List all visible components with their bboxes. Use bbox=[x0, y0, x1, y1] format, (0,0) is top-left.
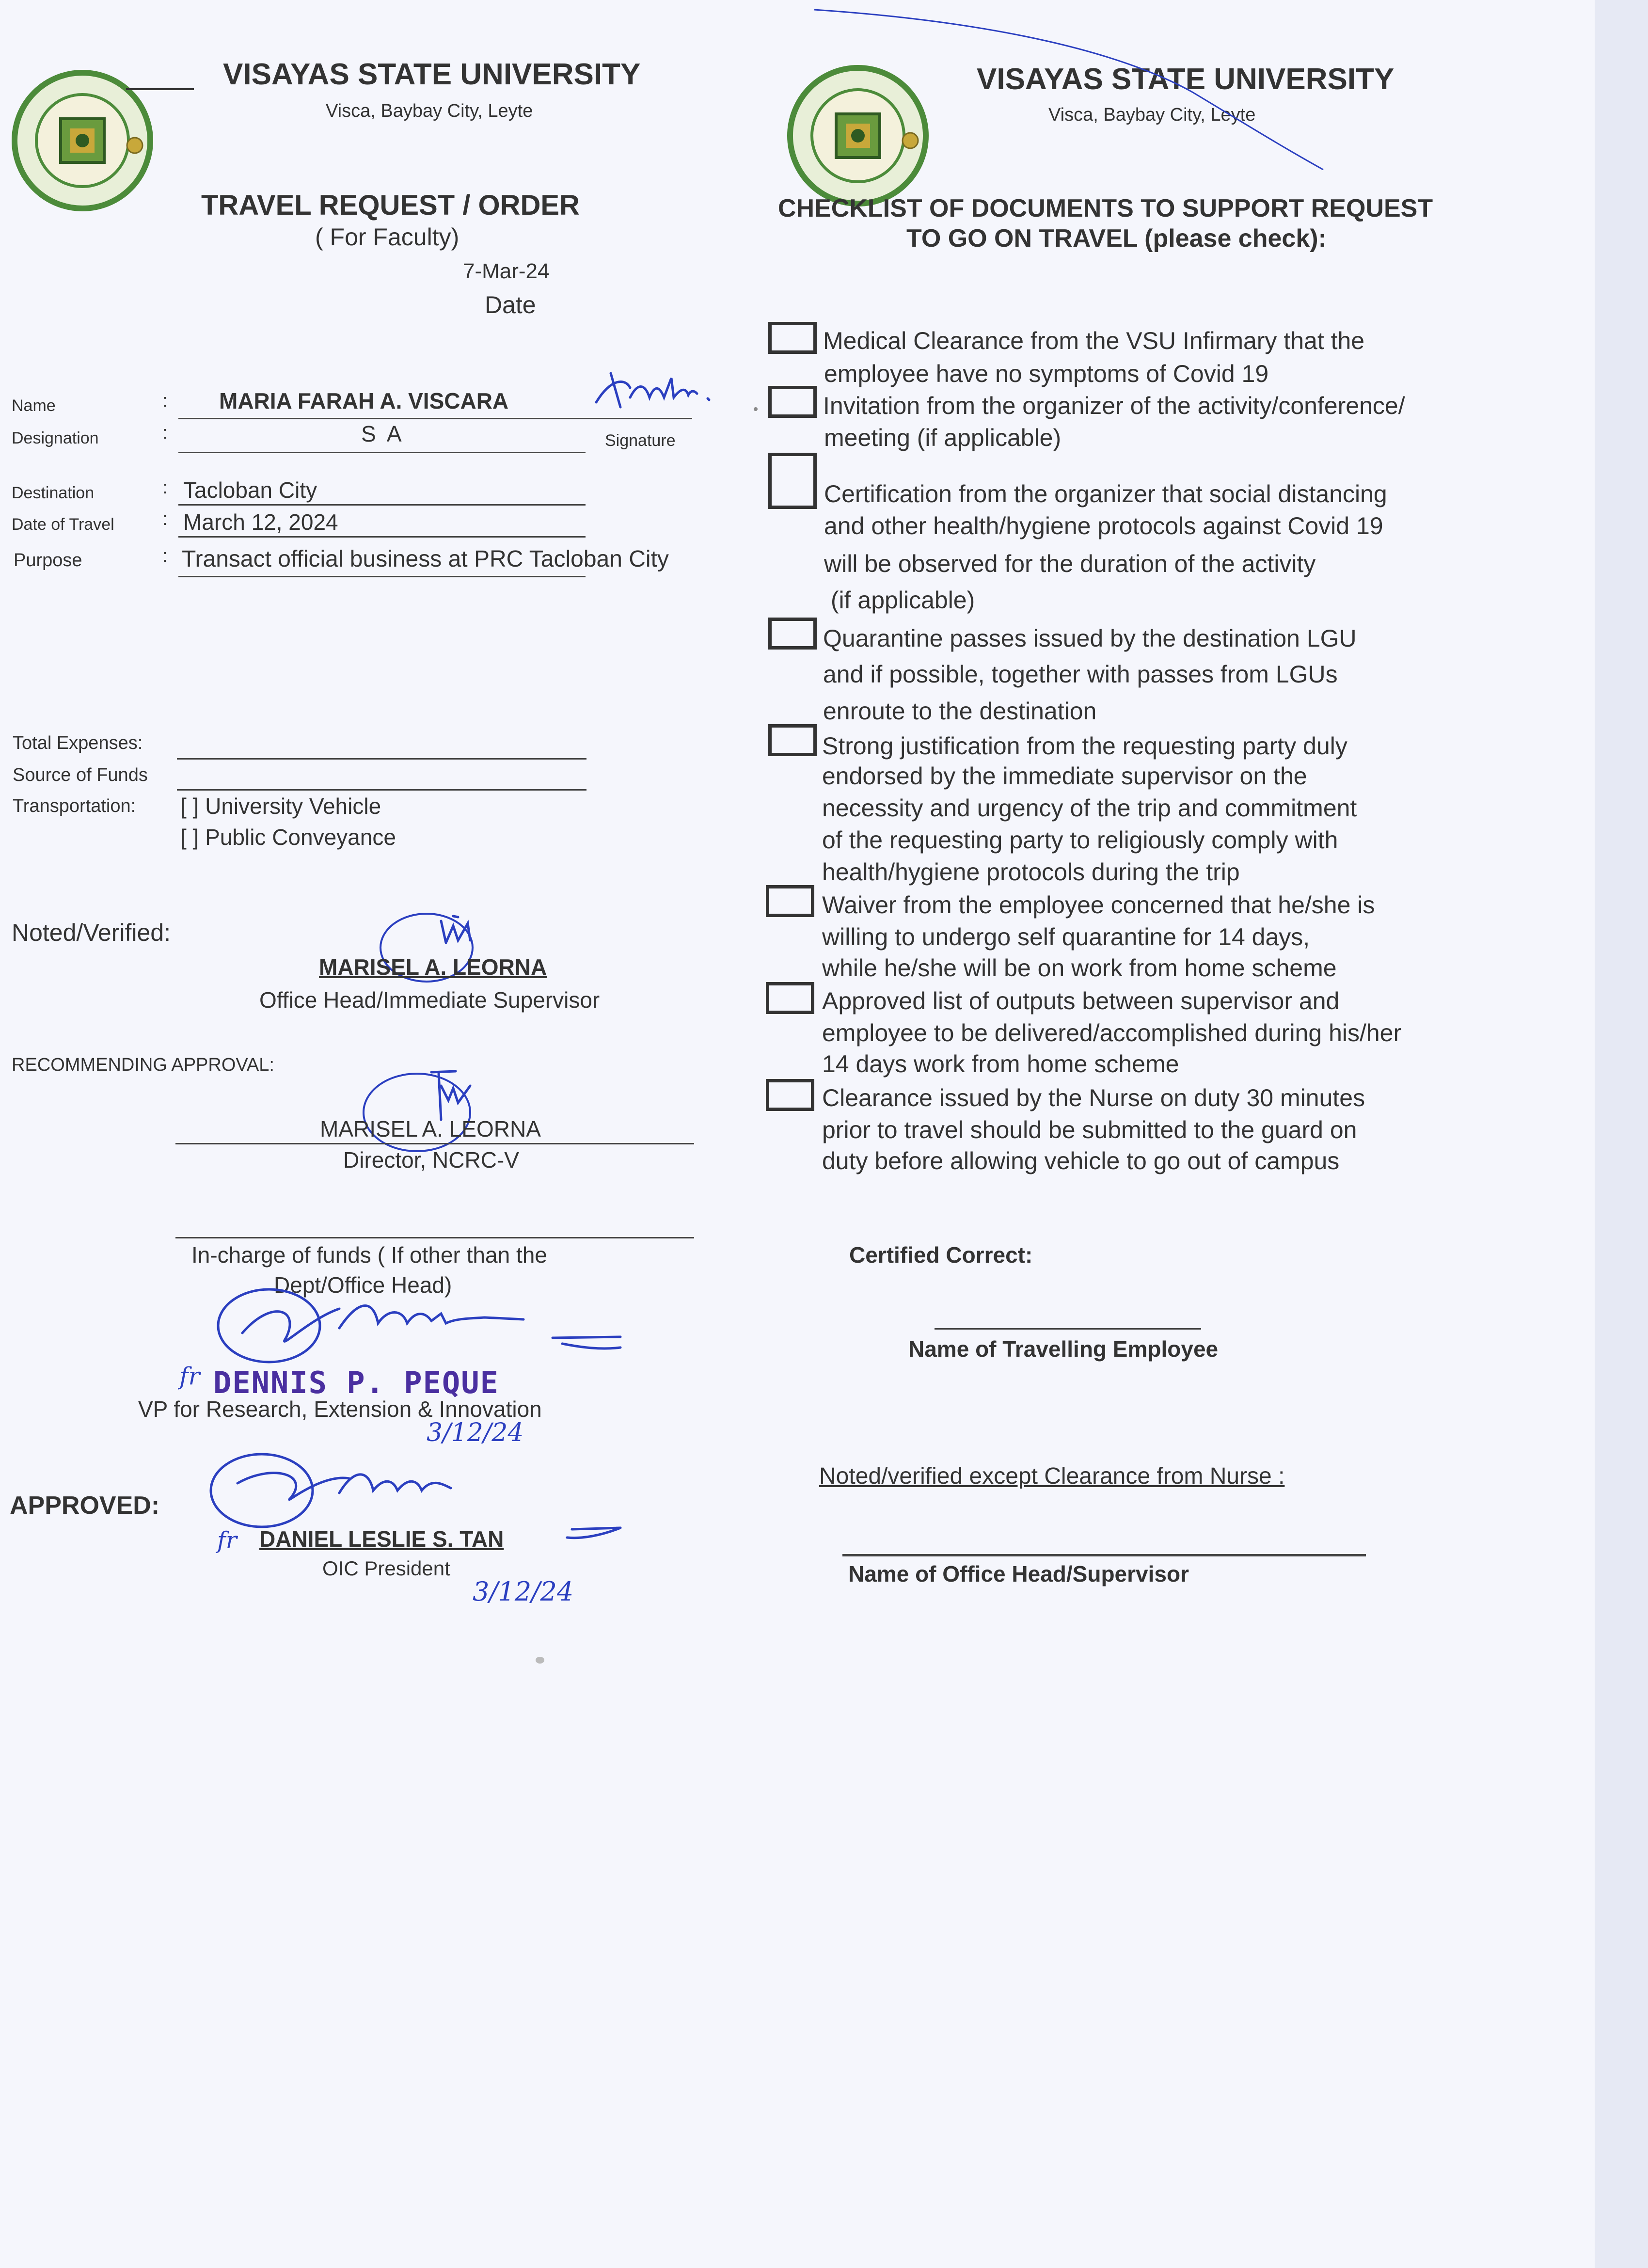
vp-handwritten-date: 3/12/24 bbox=[427, 1418, 524, 1447]
university-name: VISAYAS STATE UNIVERSITY bbox=[223, 58, 641, 91]
form-title: TRAVEL REQUEST / ORDER bbox=[201, 190, 580, 221]
checklist-item-line: Approved list of outputs between supervisor and bbox=[822, 987, 1340, 1015]
incharge-label-line2: Dept/Office Head) bbox=[274, 1272, 452, 1298]
destination-line bbox=[178, 504, 586, 506]
checklist-item-line: while he/she will be on work from home scheme bbox=[822, 954, 1337, 982]
vp-handwritten-prefix: fr bbox=[179, 1362, 200, 1390]
checkbox-quarantine-passes[interactable] bbox=[768, 618, 817, 650]
checklist-item-line: Medical Clearance from the VSU Infirmary that the bbox=[823, 327, 1365, 354]
checklist-item-line: of the requesting party to religiously comply with bbox=[822, 826, 1338, 854]
university-name: VISAYAS STATE UNIVERSITY bbox=[977, 63, 1394, 96]
total-expenses-line bbox=[177, 758, 586, 760]
colon: : bbox=[162, 391, 168, 411]
checklist-item-line: and other health/hygiene protocols against Covid 19 bbox=[824, 512, 1383, 539]
checklist-item-line: will be observed for the duration of the activity bbox=[824, 550, 1316, 577]
office-head-label: Name of Office Head/Supervisor bbox=[848, 1561, 1189, 1586]
recommending-approval-label: RECOMMENDING APPROVAL: bbox=[12, 1055, 274, 1075]
total-expenses-label: Total Expenses: bbox=[13, 733, 143, 753]
form-subtitle: ( For Faculty) bbox=[315, 223, 460, 251]
incharge-line bbox=[175, 1237, 694, 1238]
university-address: Visca, Baybay City, Leyte bbox=[326, 101, 533, 121]
checklist-item-line: and if possible, together with passes from LGUs bbox=[823, 661, 1338, 688]
checklist-item-line: Waiver from the employee concerned that he/she is bbox=[822, 891, 1375, 919]
checklist-item-line: Clearance issued by the Nurse on duty 30 minutes bbox=[822, 1084, 1365, 1111]
checkbox-certification[interactable] bbox=[768, 453, 817, 509]
colon: : bbox=[162, 477, 168, 498]
checklist-item-line: Certification from the organizer that social distancing bbox=[824, 480, 1387, 508]
approved-label: APPROVED: bbox=[10, 1491, 160, 1520]
colon: : bbox=[162, 423, 168, 443]
transportation-label: Transportation: bbox=[13, 796, 136, 816]
checkbox-strong-justification[interactable] bbox=[768, 724, 817, 756]
president-name: DANIEL LESLIE S. TAN bbox=[259, 1526, 504, 1552]
transport-option-public-conveyance: [ ] Public Conveyance bbox=[180, 825, 396, 850]
designation-value: S A bbox=[361, 421, 405, 446]
checkbox-waiver[interactable] bbox=[766, 885, 814, 917]
name-value: MARIA FARAH A. VISCARA bbox=[219, 388, 509, 413]
recommending-signatory-title: Director, NCRC-V bbox=[343, 1147, 519, 1173]
checkbox-invitation[interactable] bbox=[768, 386, 817, 418]
vp-title: VP for Research, Extension & Innovation bbox=[138, 1396, 542, 1422]
designation-label: Designation bbox=[12, 429, 99, 447]
pen-stroke bbox=[126, 88, 194, 90]
designation-line bbox=[178, 452, 586, 453]
pen-stroke-icon bbox=[814, 5, 1328, 174]
checkbox-medical-clearance[interactable] bbox=[768, 322, 817, 354]
purpose-line bbox=[178, 576, 586, 577]
checkbox-approved-outputs[interactable] bbox=[766, 982, 814, 1014]
checklist-title-line1: CHECKLIST OF DOCUMENTS TO SUPPORT REQUEST bbox=[778, 194, 1433, 222]
president-title: OIC President bbox=[322, 1557, 450, 1580]
checklist-item-line: 14 days work from home scheme bbox=[822, 1050, 1179, 1078]
checklist-item-line: meeting (if applicable) bbox=[824, 424, 1062, 451]
travelling-employee-label: Name of Travelling Employee bbox=[908, 1336, 1219, 1362]
checklist-item-line: (if applicable) bbox=[824, 587, 975, 614]
source-of-funds-label: Source of Funds bbox=[13, 765, 148, 785]
destination-value: Tacloban City bbox=[183, 477, 317, 503]
scan-speck bbox=[536, 1657, 544, 1664]
checklist-item-line: prior to travel should be submitted to the guard on bbox=[822, 1116, 1357, 1143]
checklist-item-line: Quarantine passes issued by the destination LGU bbox=[823, 625, 1357, 652]
date-label: Date bbox=[485, 291, 536, 318]
signature-label: Signature bbox=[605, 431, 676, 450]
noted-signatory-name: MARISEL A. LEORNA bbox=[319, 954, 547, 980]
noted-verified-label: Noted/Verified: bbox=[12, 919, 171, 946]
incharge-label-line1: In-charge of funds ( If other than the bbox=[191, 1242, 547, 1268]
checklist-item-line: Invitation from the organizer of the activity/conference/ bbox=[823, 392, 1405, 419]
president-handwritten-prefix: fr bbox=[217, 1527, 237, 1554]
purpose-value: Transact official business at PRC Tacloban City bbox=[182, 546, 669, 572]
university-address: Visca, Baybay City, Leyte bbox=[1048, 105, 1256, 125]
colon: : bbox=[162, 509, 168, 529]
transport-option-university-vehicle: [ ] University Vehicle bbox=[180, 793, 381, 819]
name-label: Name bbox=[12, 397, 56, 415]
certified-correct-label: Certified Correct: bbox=[849, 1242, 1033, 1268]
date-of-travel-value: March 12, 2024 bbox=[183, 509, 338, 535]
checklist-item-line: willing to undergo self quarantine for 14 days, bbox=[822, 923, 1310, 951]
office-head-line bbox=[842, 1554, 1366, 1556]
colon: : bbox=[162, 546, 168, 566]
checklist-item-line: duty before allowing vehicle to go out of campus bbox=[822, 1147, 1340, 1174]
recommending-signature-icon bbox=[359, 1066, 494, 1158]
recommending-line bbox=[175, 1143, 694, 1144]
noted-except-label: Noted/verified except Clearance from Nurse : bbox=[819, 1463, 1285, 1489]
checklist-title-line2: TO GO ON TRAVEL (please check): bbox=[906, 224, 1327, 253]
scan-edge bbox=[1595, 0, 1648, 2268]
scan-speck bbox=[754, 407, 758, 411]
recommending-signatory-name: MARISEL A. LEORNA bbox=[320, 1116, 541, 1142]
source-of-funds-line bbox=[177, 789, 586, 791]
checklist-item-line: employee to be delivered/accomplished during his/her bbox=[822, 1019, 1402, 1047]
date-of-travel-line bbox=[178, 536, 586, 538]
destination-label: Destination bbox=[12, 484, 95, 502]
date-value: 7-Mar-24 bbox=[463, 259, 550, 283]
date-of-travel-label: Date of Travel bbox=[12, 515, 114, 534]
applicant-signature-icon bbox=[591, 368, 717, 422]
president-handwritten-date: 3/12/24 bbox=[473, 1576, 574, 1607]
noted-signatory-title: Office Head/Immediate Supervisor bbox=[259, 987, 600, 1013]
checklist-item-line: endorsed by the immediate supervisor on the bbox=[822, 762, 1307, 790]
checklist-item-line: necessity and urgency of the trip and commitment bbox=[822, 794, 1357, 822]
checklist-item-line: Strong justification from the requesting party duly bbox=[822, 732, 1347, 760]
vp-name-stamp: DENNIS P. PEQUE bbox=[213, 1365, 499, 1400]
checklist-item-line: health/hygiene protocols during the trip bbox=[822, 858, 1240, 886]
purpose-label: Purpose bbox=[14, 550, 82, 571]
travelling-employee-line bbox=[935, 1328, 1201, 1330]
checklist-item-line: enroute to the destination bbox=[823, 698, 1097, 725]
checklist-item-line: employee have no symptoms of Covid 19 bbox=[824, 360, 1269, 387]
checkbox-nurse-clearance[interactable] bbox=[766, 1079, 814, 1111]
